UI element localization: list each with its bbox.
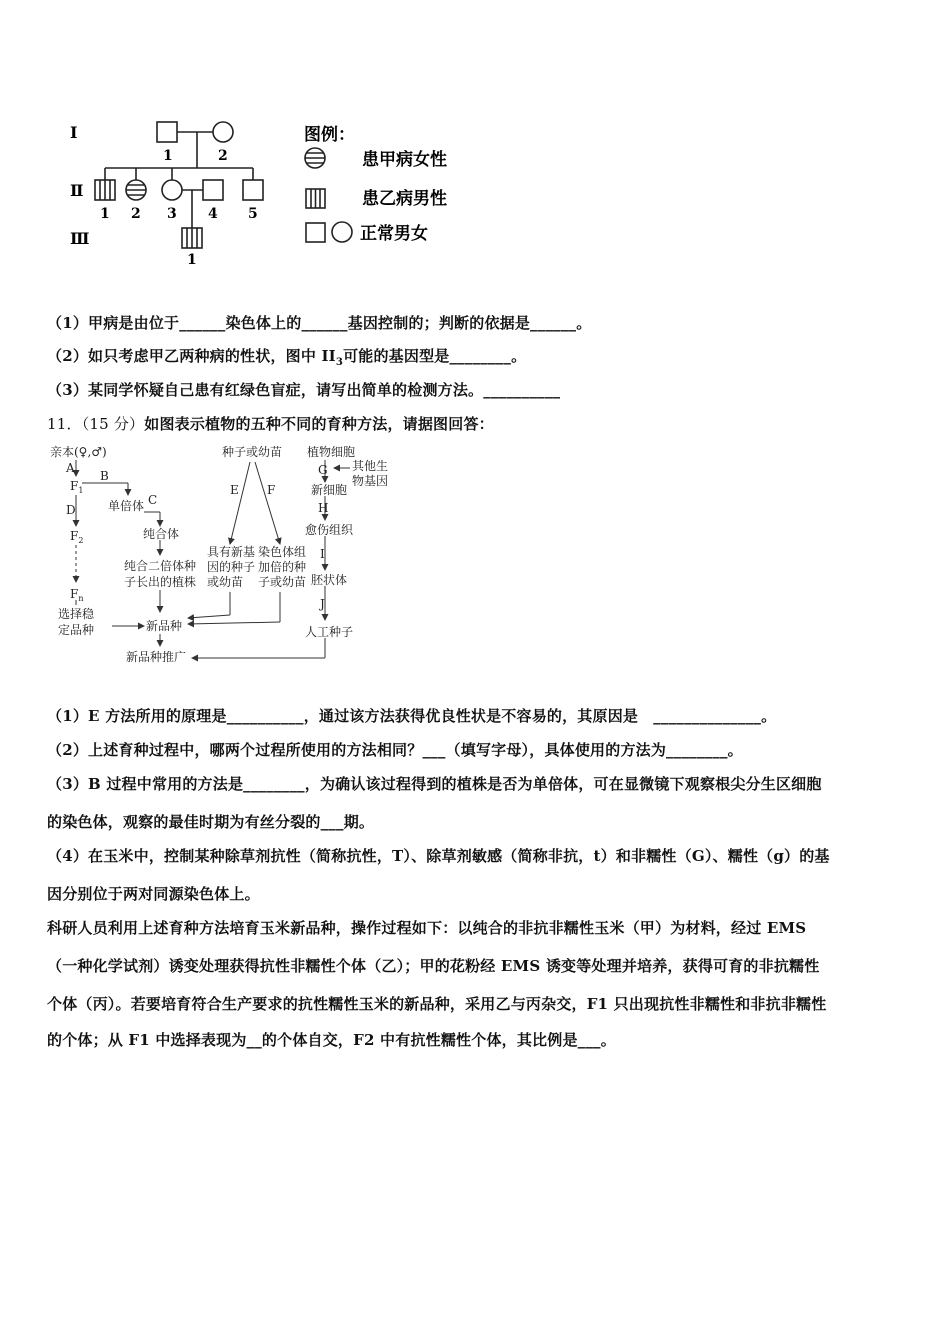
bd-D: D <box>66 503 76 517</box>
gen-label-3: Ⅲ <box>70 229 90 248</box>
bd-F1: $F_1$ <box>70 479 84 495</box>
q11-line-4b: 因分别位于两对同源染色体上。 <box>47 885 260 903</box>
q11-para-4: 的个体；从 F1 中选择表现为__的个体自交，F2 中有抗性糯性个体，其比例是___。 <box>47 1031 616 1049</box>
bd-Fn: $F_n$ <box>70 587 84 603</box>
bd-callus: 愈伤组织 <box>305 523 354 537</box>
bd-poly-1: 染色体组 <box>258 545 307 559</box>
pedigree-II3-normal-female <box>162 180 182 200</box>
pedigree-I2-normal-female <box>213 122 233 142</box>
gen1-num-1: 1 <box>163 148 173 164</box>
q11-stem-text: 如图表示植物的五种不同的育种方法，请据图回答： <box>144 415 494 433</box>
bd-parent: 亲本(♀,♂) <box>50 445 107 459</box>
pedigree-II4-normal-male <box>203 180 223 200</box>
bd-F: F <box>267 483 276 497</box>
gen2-num-2: 2 <box>131 206 141 222</box>
bd-poly-2: 加倍的种 <box>258 560 307 574</box>
legend-label-3: 正常男女 <box>360 224 428 244</box>
bd-A: A <box>66 461 75 475</box>
bd-artseed: 人工种子 <box>305 625 354 639</box>
gen-label-1: Ⅰ <box>70 123 78 142</box>
q10-line-2b: 可能的基因型是________。 <box>343 347 527 365</box>
q11-number: 11． <box>47 415 82 433</box>
bd-B: B <box>100 469 109 483</box>
q11-stem <box>47 413 494 434</box>
bd-mut-3: 或幼苗 <box>207 575 244 589</box>
q11-para-3: 个体（丙）。若要培育符合生产要求的抗性糯性玉米的新品种，采用乙与丙杂交，F1 只出现抗性非糯性和非抗非糯性 <box>47 995 827 1013</box>
bd-embryoid: 胚状体 <box>311 573 348 587</box>
gen2-num-1: 1 <box>100 206 110 222</box>
pedigree-II5-normal-male <box>243 180 263 200</box>
bd-promote: 新品种推广 <box>126 650 187 664</box>
bd-new-variety: 新品种 <box>146 619 183 633</box>
bd-select-1: 选择稳 <box>58 607 95 621</box>
q10-line-2a: （2）如只考虑甲乙两种病的性状，图中 II <box>47 347 336 365</box>
bd-other-1: 其他生 <box>352 459 389 473</box>
legend-label-2: 患乙病男性 <box>362 189 447 209</box>
q11-para-1: 科研人员利用上述育种方法培育玉米新品种，操作过程如下：以纯合的非抗非糯性玉米（甲）为材料，经过 EMS <box>47 919 807 937</box>
bd-J: J <box>320 597 325 611</box>
gen2-num-4: 4 <box>208 206 218 222</box>
bd-cell: 植物细胞 <box>307 445 356 459</box>
q11-line-1: （1）E 方法所用的原理是__________，通过该方法获得优良性状是不容易的，其原因是 ______________。 <box>47 707 777 725</box>
bd-I: I <box>320 547 325 561</box>
q10-line-3: （3）某同学怀疑自己患有红绿色盲症，请写出简单的检测方法。__________ <box>47 381 561 399</box>
q10-line-2-sub: 3 <box>335 357 344 368</box>
q11-line-2: （2）上述育种过程中，哪两个过程所使用的方法相同？___（填写字母），具体使用的方法为________。 <box>47 741 743 759</box>
legend-title: 图例： <box>304 125 355 145</box>
q11-line-3a: （3）B 过程中常用的方法是________，为确认该过程得到的植株是否为单倍体，可在显微镜下观察根尖分生区细胞 <box>47 775 822 793</box>
q11-line-3b: 的染色体，观察的最佳时期为有丝分裂的___期。 <box>47 813 375 831</box>
gen-label-2: Ⅱ <box>70 181 84 200</box>
bd-poly-3: 子或幼苗 <box>258 575 307 589</box>
gen2-num-3: 3 <box>167 206 177 222</box>
pedigree-I1-normal-male <box>157 122 177 142</box>
q10-line-1: （1）甲病是由位于______染色体上的______基因控制的；判断的依据是______。 <box>47 314 592 332</box>
bd-diploid-2: 子长出的植株 <box>124 575 197 589</box>
bd-mut-2: 因的种子 <box>207 560 256 574</box>
bd-seed: 种子或幼苗 <box>222 445 283 459</box>
legend-label-1: 患甲病女性 <box>362 150 447 170</box>
pedigree-chart <box>60 110 480 270</box>
legend-normal-female-icon <box>332 222 352 242</box>
bd-haploid: 单倍体 <box>108 499 145 513</box>
gen2-num-5: 5 <box>248 206 258 222</box>
bd-F2: $F_2$ <box>70 529 84 545</box>
bd-H: H <box>318 501 329 515</box>
gen3-num-1: 1 <box>187 252 197 268</box>
bd-diploid-1: 纯合二倍体种 <box>124 559 197 573</box>
q10-line-2 <box>47 345 526 368</box>
bd-G: G <box>318 463 328 477</box>
q11-para-2: （一种化学试剂）诱变处理获得抗性非糯性个体（乙）；甲的花粉经 EMS 诱变等处理并培养，获得可育的非抗糯性 <box>47 957 820 975</box>
q11-score: （15 分） <box>81 415 145 433</box>
bd-C: C <box>148 493 158 507</box>
bd-E: E <box>230 483 239 497</box>
gen1-num-2: 2 <box>218 148 228 164</box>
bd-mut-1: 具有新基 <box>207 545 256 559</box>
bd-newcell: 新细胞 <box>311 483 348 497</box>
bd-pure: 纯合体 <box>143 527 180 541</box>
bd-select-2: 定品种 <box>58 623 95 637</box>
legend-normal-male-icon <box>306 223 325 242</box>
bd-other-2: 物基因 <box>352 474 389 488</box>
q11-line-4a: （4）在玉米中，控制某种除草剂抗性（简称抗性，T）、除草剂敏感（简称非抗，t）和非糯性（G）、糯性（g）的基 <box>47 847 830 865</box>
breeding-diagram <box>50 440 410 670</box>
